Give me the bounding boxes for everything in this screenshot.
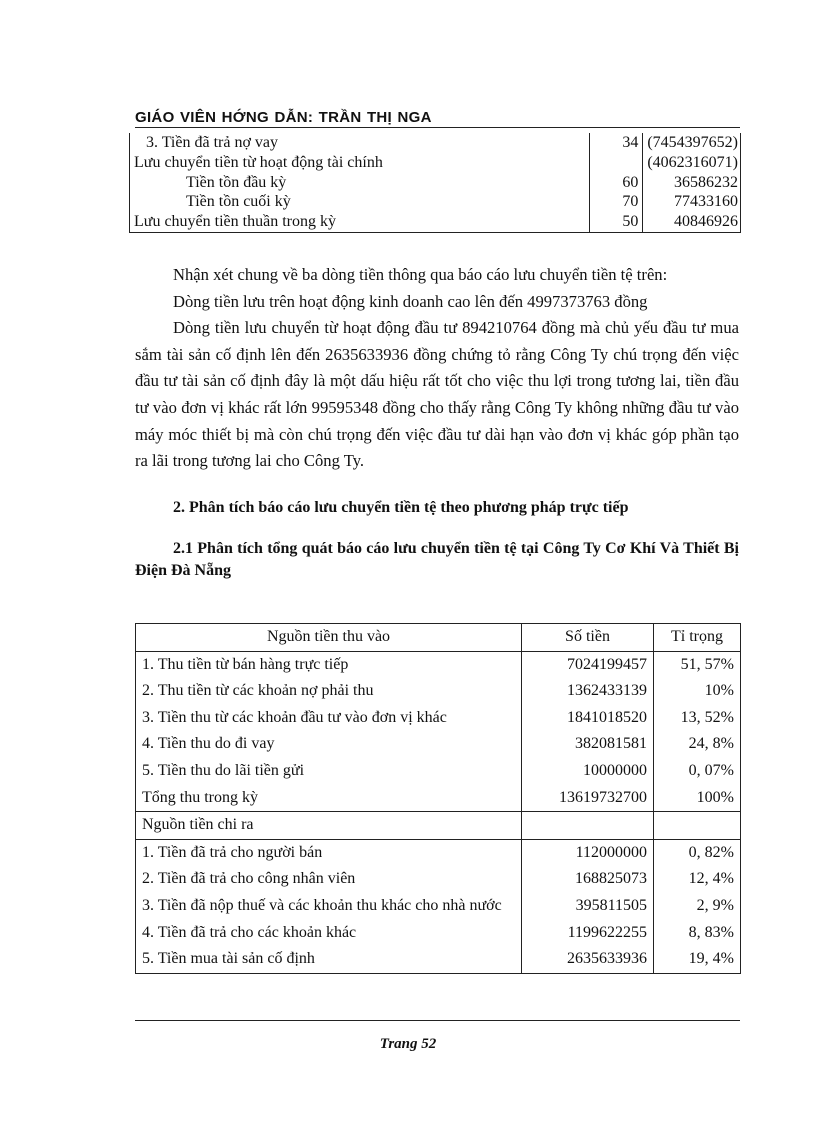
table-row [136,731,741,758]
table-row [130,173,741,193]
row-value: 40846926 [643,212,741,232]
row-label: Tiền tồn cuối kỳ [130,192,590,212]
row-amount: 1199622255 [522,920,654,947]
row-label: Lưu chuyển tiền từ hoạt động tài chính [130,153,590,173]
row-label: 3. Tiền thu từ các khoản đầu tư vào đơn vị khác [136,705,522,732]
row-ratio: 0, 07% [688,761,734,779]
cash-flow-summary-table [129,133,741,233]
column-header: Nguồn tiền thu vào [136,624,522,652]
table-row [136,758,741,785]
row-ratio: 100% [696,788,734,806]
row-label: 4. Tiền đã trả cho các khoản khác [136,920,522,947]
row-amount: 168825073 [522,866,654,893]
row-label: Lưu chuyển tiền thuần trong kỳ [130,212,590,232]
cash-sources-table [135,623,741,974]
row-label: 2. Tiền đã trả cho công nhân viên [136,866,522,893]
table-section-row [136,812,741,840]
table-row [136,705,741,732]
column-header: Tỉ trọng [654,624,741,652]
table-row [136,866,741,893]
column-header: Số tiền [522,624,654,652]
row-ratio: 10% [704,682,734,700]
row-amount: 2635633936 [522,946,654,973]
row-value: 77433160 [643,192,741,212]
row-label: 3. Tiền đã nộp thuế và các khoản thu khác cho nhà nước [136,893,522,920]
row-code: 50 [590,212,643,232]
row-label: 3. Tiền đã trả nợ vay [130,133,590,153]
row-amount: 395811505 [522,893,654,920]
subsection-heading: 2.1 Phân tích tổng quát báo cáo lưu chuyển tiền tệ tại Công Ty Cơ Khí Và Thiết Bị Điện Đà Nẵng [135,540,739,579]
paragraph: Dòng tiền lưu trên hoạt động kinh doanh cao lên đến 4997373763 đồng [173,291,648,311]
row-label: Tiền tồn đầu kỳ [130,173,590,193]
page-number: Trang 52 [379,1036,437,1052]
expense-header: Nguồn tiền chi ra [136,812,522,840]
row-code [590,153,643,173]
row-label: 5. Tiền thu do lãi tiền gửi [136,758,522,785]
row-label: 4. Tiền thu do đi vay [136,731,522,758]
row-ratio: 19, 4% [688,950,734,968]
table-header-row [136,624,741,652]
row-ratio: 12, 4% [688,870,734,888]
table-row [136,785,741,812]
row-amount: 112000000 [522,839,654,866]
row-amount: 1841018520 [522,705,654,732]
row-label: 2. Thu tiền từ các khoản nợ phải thu [136,678,522,705]
row-code: 70 [590,192,643,212]
row-value: (7454397652) [643,133,741,153]
table-row [136,839,741,866]
paragraph: Dòng tiền lưu chuyển từ hoạt động đầu tư 894210764 đồng mà chủ yếu đầu tư mua sắm tài sản cố định lên đến 2635633936 đồng chứng tỏ rằng Công Ty chú trọng đến việc đầu tư tài sản cố định đây là một dấu hiệu rất tốt cho việc thu lợi trong tương lai, tiền đầu tư vào đơn vị khác rất lớn 99595348 đồng cho thấy rằng Công Ty không những đầu tư vào máy móc thiết bị mà còn chú trọng đến việc đầu tư dài hạn vào đơn vị khác góp phần tạo ra lãi trong tương lai cho Công Ty. [135,318,739,471]
table-row [130,133,741,153]
row-label: 1. Thu tiền từ bán hàng trực tiếp [136,651,522,678]
table-row [130,192,741,212]
row-label: 1. Tiền đã trả cho người bán [136,839,522,866]
row-amount: 382081581 [522,731,654,758]
row-value: (4062316071) [643,153,741,173]
table-row [130,153,741,173]
row-amount: 10000000 [522,758,654,785]
body-text [135,262,739,475]
row-amount: 7024199457 [522,651,654,678]
table-row [136,893,741,920]
section-heading: 2. Phân tích báo cáo lưu chuyển tiền tệ theo phương pháp trực tiếp [173,499,629,516]
row-code: 60 [590,173,643,193]
row-label: Tổng thu trong kỳ [136,785,522,812]
row-ratio: 2, 9% [696,896,734,914]
row-ratio: 24, 8% [688,735,734,753]
footer-divider [135,1020,740,1021]
table-row [136,920,741,947]
row-ratio: 13, 52% [680,708,734,726]
paragraph: Nhận xét chung về ba dòng tiền thông qua báo cáo lưu chuyển tiền tệ trên: [173,265,668,284]
table-row [136,946,741,973]
page-header: GIÁO VIÊN HỚNG DẪN: TRẦN THỊ NGA [135,108,740,128]
row-amount: 13619732700 [522,785,654,812]
row-ratio: 8, 83% [688,923,734,941]
table-row [130,212,741,232]
row-ratio: 51, 57% [680,655,734,673]
row-code: 34 [590,133,643,153]
row-label: 5. Tiền mua tài sản cố định [136,946,522,973]
table-row [136,651,741,678]
row-amount: 1362433139 [522,678,654,705]
row-value: 36586232 [643,173,741,193]
table-row [136,678,741,705]
row-ratio: 0, 82% [688,843,734,861]
